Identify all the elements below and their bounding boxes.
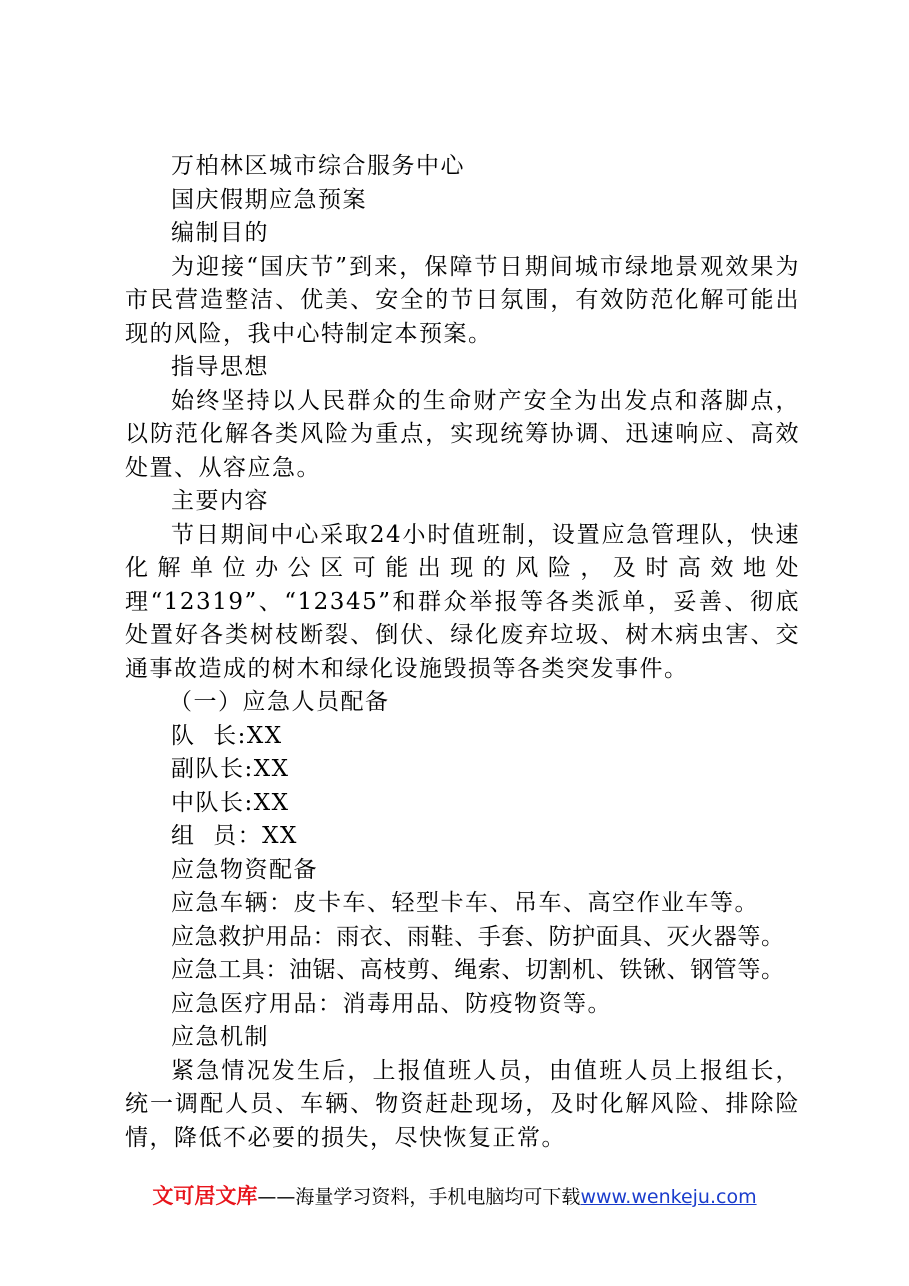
- plan-title: 国庆假期应急预案: [171, 186, 367, 213]
- staffing-heading: （一）应急人员配备: [169, 689, 390, 715]
- mechanism-heading: 应急机制: [171, 1024, 269, 1050]
- supply-item-vehicles: 应急车辆：皮卡车、轻型卡车、吊车、高空作业车等。: [171, 890, 759, 916]
- staff-item-deputy-leader: 副队长:XX: [171, 756, 290, 782]
- staff-item-leader: 队 长:XX: [171, 722, 283, 749]
- content-heading: 主要内容: [171, 488, 269, 514]
- footer-url-link[interactable]: www.wenkeju.com: [580, 1186, 757, 1208]
- guideline-paragraph: 始终坚持以人民群众的生命财产安全为出发点和落脚点，以防范化解各类风险为重点，实现统筹协调、迅速响应、高效处置、从容应急。: [125, 387, 800, 481]
- document-body: [125, 150, 800, 1155]
- footer-tagline: ——海量学习资料，手机电脑均可下载: [257, 1186, 581, 1208]
- staff-item-members: 组 员：XX: [171, 823, 298, 849]
- org-title: 万柏林区城市综合服务中心: [171, 153, 465, 179]
- supply-item-medical: 应急医疗用品：消毒用品、防疫物资等。: [171, 990, 612, 1017]
- guideline-heading: 指导思想: [171, 354, 269, 380]
- supply-item-rescue: 应急救护用品：雨衣、雨鞋、手套、防护面具、灭火器等。: [171, 923, 785, 950]
- supplies-heading: 应急物资配备: [171, 856, 318, 883]
- content-paragraph: 节日期间中心采取24小时值班制，设置应急管理队，快速化解单位办公区可能出现的风险，及时高效地处理“12319”、“12345”和群众举报等各类派单，妥善、彻底处置好各类树枝断裂、倒伏、绿化废弃垃圾、树木病虫害、交通事故造成的树木和绿化设施毁损等各类突发事件。: [125, 521, 800, 682]
- supply-item-tools: 应急工具：油锯、高枝剪、绳索、切割机、铁锹、钢管等。: [171, 957, 785, 983]
- footer-brand: 文可居文库: [152, 1184, 258, 1208]
- purpose-heading: 编制目的: [171, 220, 269, 246]
- purpose-paragraph: 为迎接“国庆节”到来，保障节日期间城市绿地景观效果为市民营造整洁、优美、安全的节日氛围，有效防范化解可能出现的风险，我中心特制定本预案。: [125, 253, 800, 347]
- mechanism-paragraph: 紧急情况发生后，上报值班人员，由值班人员上报组长，统一调配人员、车辆、物资赶赴现场，及时化解风险、排除险情，降低不必要的损失，尽快恢复正常。: [125, 1057, 800, 1151]
- staff-item-squad-leader: 中队长:XX: [171, 789, 290, 816]
- footer-banner: [0, 1182, 909, 1211]
